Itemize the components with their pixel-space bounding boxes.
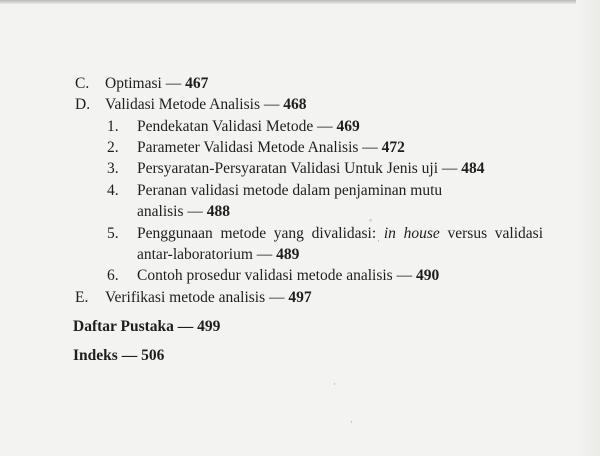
toc-dash: — <box>269 289 285 306</box>
toc-dash: — <box>187 203 203 220</box>
toc-title-line-2: antar-laboratorium <box>137 246 253 263</box>
scan-speck: · <box>333 379 336 389</box>
toc-page-number: 484 <box>461 160 485 177</box>
toc-label: D. <box>75 96 91 113</box>
toc-title-line-2: analisis <box>137 203 184 220</box>
toc-page-number: 506 <box>141 347 165 364</box>
toc-page-number: 499 <box>197 318 221 335</box>
toc-dash: — <box>177 318 194 335</box>
toc-entry-indeks[interactable] <box>73 347 164 365</box>
toc-page-number: 467 <box>185 75 209 92</box>
toc-page-number: 488 <box>206 203 230 220</box>
toc-entry-d5-continuation[interactable] <box>137 246 299 264</box>
toc-page-number: 489 <box>276 246 300 263</box>
toc-label: 4. <box>107 182 119 199</box>
toc-title-line-1: Peranan validasi metode dalam penjaminan mutu <box>137 182 443 199</box>
toc-dash: — <box>121 347 138 364</box>
toc-page-number: 497 <box>288 289 312 306</box>
scan-speck: · <box>350 417 353 427</box>
toc-page-number: 469 <box>336 118 360 135</box>
toc-title: Indeks <box>73 347 118 364</box>
toc-label: C. <box>75 75 90 92</box>
toc-dash: — <box>317 118 333 135</box>
toc-dash: — <box>441 160 458 177</box>
toc-label: 1. <box>107 118 119 135</box>
toc-label: 2. <box>107 139 119 156</box>
toc-title: Pendekatan Validasi Metode <box>137 118 314 135</box>
toc-title-line-1-part-b: versus validasi <box>447 225 544 242</box>
toc-title: Validasi Metode Analisis <box>105 96 260 113</box>
toc-entry-d4-continuation[interactable] <box>137 203 230 221</box>
toc-page-number: 490 <box>415 267 440 284</box>
toc-label: E. <box>75 289 89 306</box>
toc-dash: — <box>396 267 413 284</box>
toc-dash: — <box>256 246 273 263</box>
scan-speck: ◦ <box>369 215 373 225</box>
toc-label: 6. <box>107 267 119 284</box>
toc-title: Contoh prosedur validasi metode analisis <box>137 267 393 284</box>
toc-dash: — <box>263 96 280 113</box>
toc-title: Daftar Pustaka <box>73 318 174 335</box>
toc-page-number: 472 <box>381 139 405 156</box>
toc-dash: — <box>165 75 182 92</box>
scan-speck: · <box>377 236 380 246</box>
toc-title-line-1-part-a: Penggunaan metode yang divalidasi: <box>137 225 377 242</box>
toc-title-italic: in house <box>383 225 440 242</box>
toc-entry-daftar-pustaka[interactable] <box>73 318 220 336</box>
toc-title: Persyaratan-Persyaratan Validasi Untuk Jenis uji <box>137 160 439 177</box>
toc-title: Optimasi <box>105 75 162 92</box>
toc-title: Parameter Validasi Metode Analisis <box>137 139 359 156</box>
toc-page-number: 468 <box>283 96 307 113</box>
toc-dash: — <box>362 139 378 156</box>
toc-label: 3. <box>107 160 119 177</box>
toc-label: 5. <box>107 225 119 242</box>
toc-title: Verifikasi metode analisis <box>105 289 266 306</box>
